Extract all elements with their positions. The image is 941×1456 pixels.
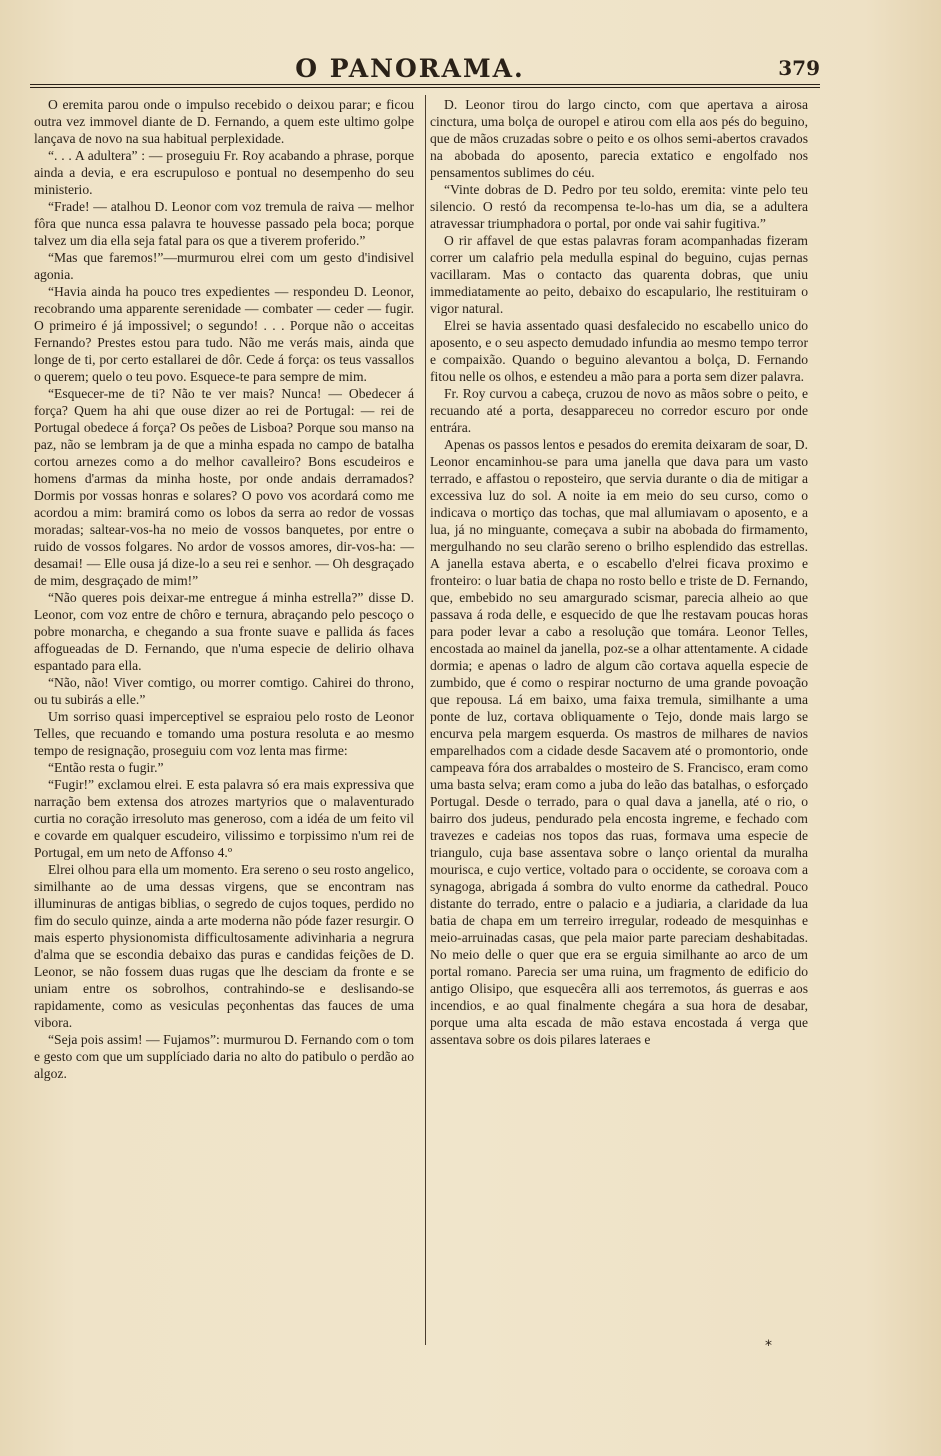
- paragraph: “Então resta o fugir.”: [48, 760, 164, 775]
- paragraph: Um sorriso quasi imperceptivel se espraiou pelo rosto de Leonor Telles, que recuando e tomando uma postura resoluta e ao mesmo tempo de resignação, proseguiu com voz lenta mas firme:: [34, 709, 414, 758]
- paragraph: “Não, não! Viver comtigo, ou morrer comtigo. Cahirei do throno, ou tu subirás a elle.”: [34, 675, 414, 707]
- left-column: [34, 96, 414, 1082]
- paragraph: “Esquecer-me de ti? Não te ver mais? Nunca! — Obedecer á força? Quem ha ahi que ouse dizer ao rei de Portugal: — rei de Portugal obedece á força? Os peões de Lisboa? Porque sou manso na paz, não se lembram ja de que a minha espada no campo de batalha cortou arnezes como a do melhor cavalleiro? Bons escudeiros e homens d'armas da minha hoste, por onde andais derramados? Dormis por vossas honras e solares? O povo vos acordará como me acordou a mim: bramirá como os lobos da serra ao redor de vossas moradas; saltear-vos-ha no meio de vossos banquetes, por entre o ruido de vossos folgares. No ardor de vossos amores, dir-vos-ha: — desamai! — Elle ousa já dize-lo a seu rei e senhor. — Oh desgraçado de mim, desgraçado de mim!”: [34, 386, 414, 588]
- paragraph: Apenas os passos lentos e pesados do eremita deixaram de soar, D. Leonor encaminhou-se para uma janella que dava para um vasto terrado, e affastou o reposteiro, que servia durante o dia de mitigar a excessiva luz do sol. A noite ia em meio do seu curso, como o indicava o mortiço das tochas, que mal allumiavam o aposento, e a lua, já no minguante, começava a subir na abobada do firmamento, mergulhando no seu clarão sereno o brilho esplendido das estrellas. A janella estava aberta, e o escabello d'elrei ficava proximo e fronteiro: o luar batia de chapa no rosto bello e triste de D. Fernando, que, embebido no seu amargurado scismar, parecia alheio ao que passava á roda delle, e esquecido de que lhe restavam poucas horas para poder levar a cabo a resolução que tomára. Leonor Telles, encostada ao mainel da janella, poz-se a olhar attentamente. A cidade dormia; e apenas o ladro de algum cão cortava aquella especie de zumbido, que é como o respirar nocturno de uma grande povoação que repousa. Lá em baixo, uma faixa tremula, similhante a uma ponte de luz, cortava obliquamente o Tejo, donde mais largo se encurva pela margem esquerda. Os mastros de milhares de navios emparelhados com a cidade desde Sacavem até o promontorio, onde campeava fóra dos arrabaldes o mosteiro de S. Francisco, eram como uma basta selva; eram como a juba do leão das batalhas, o esforçado Portugal. Desde o terrado, para o qual dava a janella, até o rio, o bairro dos judeus, pendurado pela encosta ingreme, e fechado com travezes e cadeias nos topos das ruas, formava uma especie de triangulo, cuja base assentava sobre o lanço oriental da muralha mourisca, e cujo vertice, voltado para o occidente, se coroava com a synagoga, abrigada á sombra do vulto enorme da cathedral. Pouco distante do terrado, entre o palacio e a judiaria, a claridade da lua batia de chapa em um terreiro irregular, rodeado de mesquinhas e meio-arruinadas casas, que pela maior parte pareciam deshabitadas. No meio delle o quer que era se erguia similhante ao arco de um portal romano. Parecia ser uma ruina, um fragmento de edificio do antigo Olisipo, que esquecêra alli aos terremotos, ás guerras e aos incendios, e ao qual finalmente chegára a sua hora de desabar, porque uma alta escada de mão estava encostada á verga que assentava sobre os dois pilares lateraes e: [430, 437, 808, 1047]
- paragraph: “Mas que faremos!”—murmurou elrei com um gesto d'indisivel agonia.: [34, 250, 414, 282]
- header-rule-thin: [30, 87, 820, 88]
- paragraph: Elrei se havia assentado quasi desfalecido no escabello unico do aposento, e o seu aspecto demudado infundia ao mesmo tempo terror e compaixão. Quando o beguino alevantou a bolça, D. Fernando fitou nelle os olhos, e estendeu a mão para a porta sem dizer palavra.: [430, 318, 808, 384]
- masthead-title: O PANORAMA.: [295, 54, 525, 83]
- paragraph: D. Leonor tirou do largo cincto, com que apertava a airosa cinctura, uma bolça de ouropel e atirou com ella aos pés do beguino, que de mãos cruzadas sobre o peito e os olhos semi-abertos cravados na abobada do aposento, parecia extatico e engolfado nos pensamentos sublimes do céu.: [430, 97, 808, 180]
- paragraph: “Fugir!” exclamou elrei. E esta palavra só era mais expressiva que narração bem extensa dos atrozes martyrios que o malaventurado curtia no coração irresoluto mas generoso, com a idéa de um feito vil e covarde em qualquer escudeiro, vilissimo e torpissimo n'um rei de Portugal, em um neto de Affonso 4.º: [34, 777, 414, 860]
- paragraph: “Frade! — atalhou D. Leonor com voz tremula de raiva — melhor fôra que nunca essa palavra te houvesse passado pela boca; porque talvez um dia ella seja fatal para os que a tiverem proferido.”: [34, 199, 414, 248]
- paragraph: O eremita parou onde o impulso recebido o deixou parar; e ficou outra vez immovel diante de D. Fernando, a quem este ultimo golpe lançava de novo na sua habitual perplexidade.: [34, 97, 414, 146]
- paragraph: “Seja pois assim! — Fujamos”: murmurou D. Fernando com o tom e gesto com que um supplíciado daria no alto do patibulo o perdão ao algoz.: [34, 1032, 414, 1081]
- paragraph: O rir affavel de que estas palavras foram acompanhadas fizeram correr um calafrio pela medulla espinal do beguino, cujas pernas vacillaram. Mas o contacto das quarenta dobras, que uniu immediatamente ao peito, debaixo do escapulario, lhe restituiram o vigor natural.: [430, 233, 808, 316]
- paragraph: Fr. Roy curvou a cabeça, cruzou de novo as mãos sobre o peito, e recuando até a porta, desappareceu no corredor escuro por onde entrára.: [430, 386, 808, 435]
- page-number: 379: [778, 56, 820, 80]
- paragraph: “Havia ainda ha pouco tres expedientes — respondeu D. Leonor, recobrando uma apparente serenidade — combater — ceder — fugir. O primeiro é já impossivel; o segundo! . . . Porque não o acceitas Fernando? Prestes estou para tudo. Não me verás mais, ainda que longe de ti, por certo estallarei de dôr. Cede á força: os teus vassallos o querem; quelo o teu povo. Esquece-te para sempre de mim.: [34, 284, 414, 384]
- column-divider: [425, 95, 426, 1345]
- right-column: [430, 96, 808, 1048]
- signature-mark: *: [765, 1338, 772, 1354]
- paragraph: “Vinte dobras de D. Pedro por teu soldo, eremita: vinte pelo teu silencio. O restó da recompensa te-lo-has um dia, se a adultera atravessar triumphadora o portal, por onde vai sahir fugitiva.”: [430, 182, 808, 231]
- paragraph: “Não queres pois deixar-me entregue á minha estrella?” disse D. Leonor, com voz entre de chôro e ternura, abraçando pelo pescoço o pobre monarcha, e chegando a sua fronte suave e pallida ás faces affogueadas de D. Fernando, que n'uma especie de delirio olhava espantado para ella.: [34, 590, 414, 673]
- header-rule: [30, 84, 820, 85]
- paragraph: Elrei olhou para ella um momento. Era sereno o seu rosto angelico, similhante ao de uma dessas virgens, que se encontram nas illuminuras de antigas biblias, o segredo de cujos toques, perdido no fim do seculo quinze, ainda a arte moderna não póde fazer resurgir. O mais esperto physionomista difficultosamente adivinharia a negrura d'alma que se escondia debaixo das puras e candidas feições de D. Leonor, se não fossem duas rugas que lhe desciam da fronte e se uniam entre os sobrolhos, contrahindo-se e deslisando-se rapidamente, como as vesiculas peçonhentas das fauces de uma vibora.: [34, 862, 414, 1030]
- paragraph: “. . . A adultera” : — proseguiu Fr. Roy acabando a phrase, porque ainda a devia, e era escrupuloso e pontual no desempenho do seu ministerio.: [34, 148, 414, 197]
